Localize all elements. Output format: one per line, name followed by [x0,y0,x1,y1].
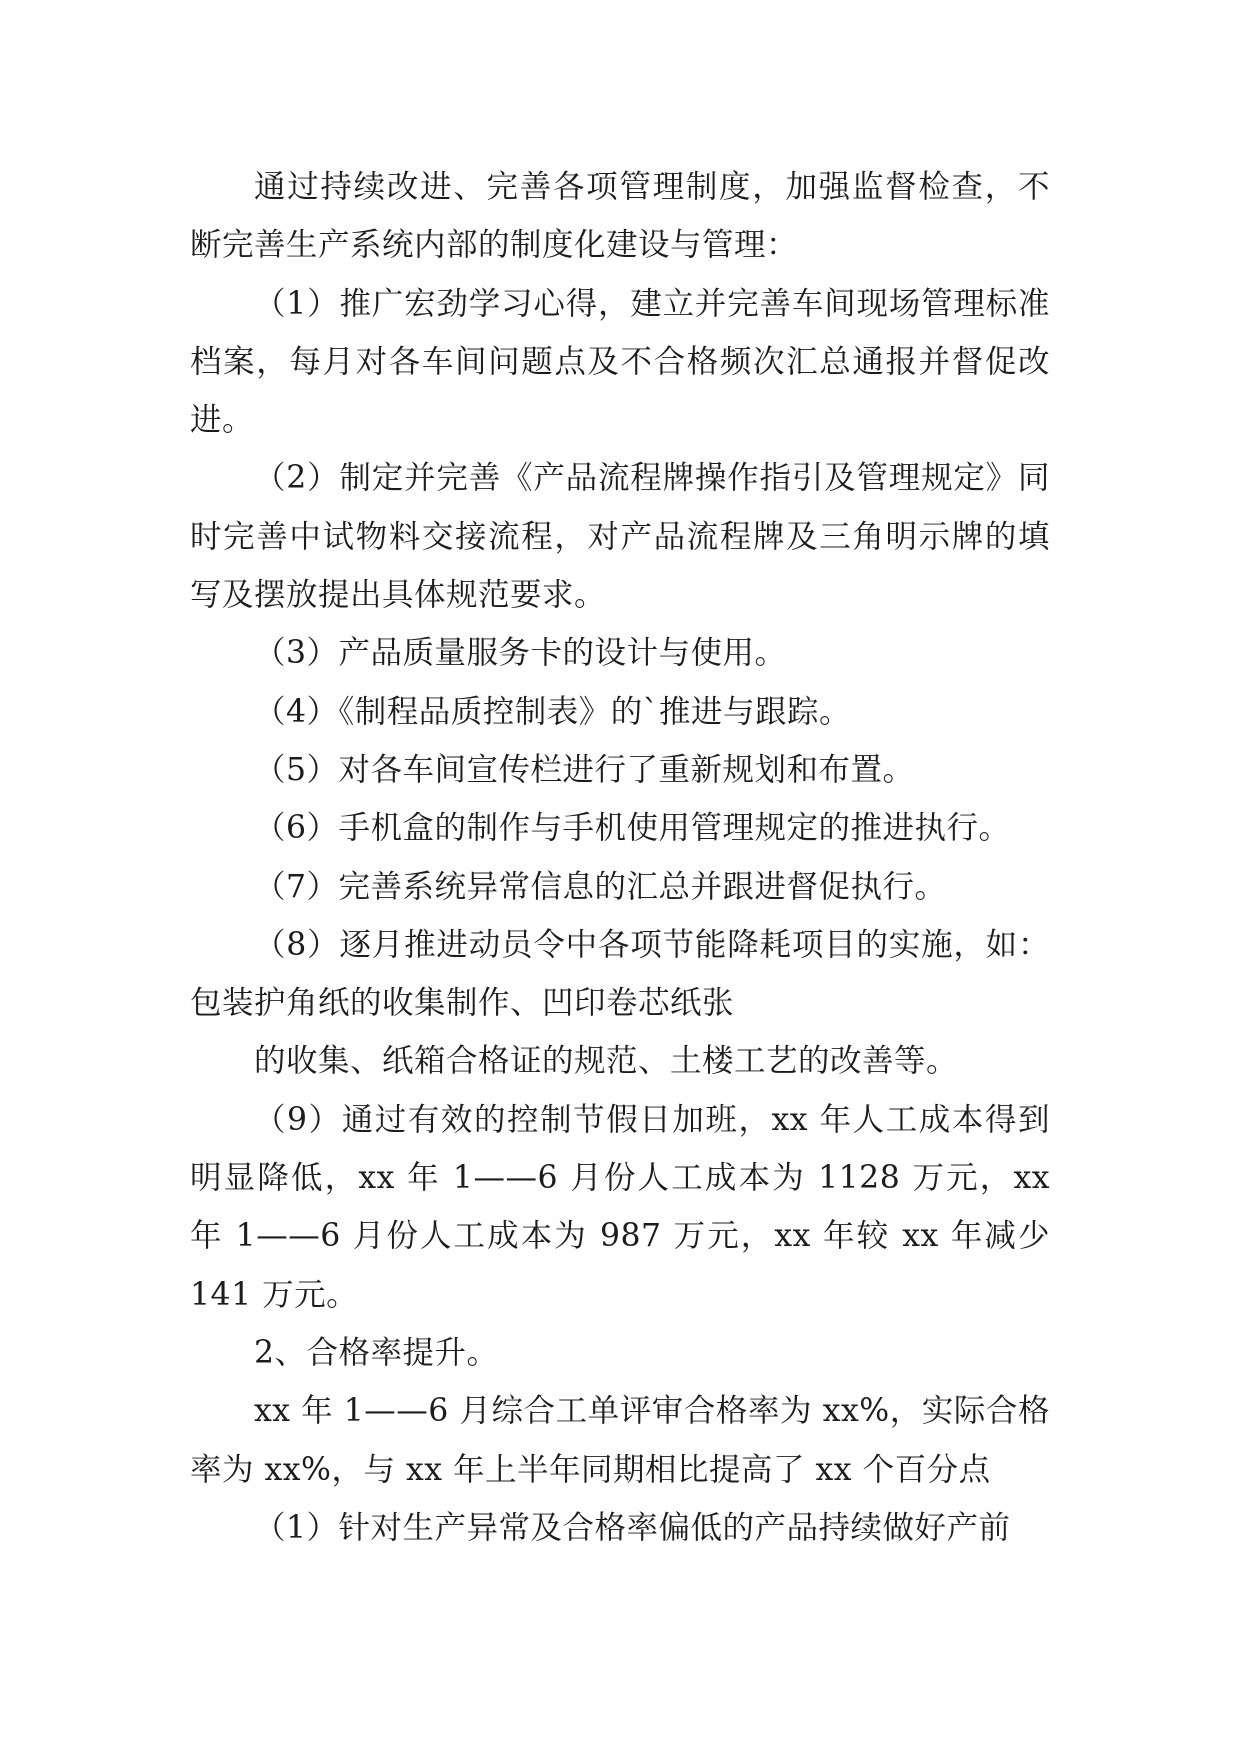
paragraph-intro: 通过持续改进、完善各项管理制度，加强监督检查，不断完善生产系统内部的制度化建设与管理： [190,169,1050,264]
paragraph-item-8: （8）逐月推进动员令中各项节能降耗项目的实施，如：包装护角纸的收集制作、凹印卷芯纸张 [190,926,1050,1022]
paragraph-item-8-continued: 的收集、纸箱合格证的规范、土楼工艺的改善等。 [254,1043,959,1080]
paragraph-item-1: （1）推广宏劲学习心得，建立并完善车间现场管理标准档案，每月对各车间问题点及不合格频次汇总通报并督促改进。 [190,285,1050,439]
paragraph-item-6: （6）手机盒的制作与手机使用管理规定的推进执行。 [254,810,1011,847]
paragraph-item-3: （3）产品质量服务卡的设计与使用。 [254,635,787,672]
paragraph-item-5: （5）对各车间宣传栏进行了重新规划和布置。 [254,751,915,788]
paragraph-item-2: （2）制定并完善《产品流程牌操作指引及管理规定》同时完善中试物料交接流程，对产品流程牌及三角明示牌的填写及摆放提出具体规范要求。 [190,460,1050,614]
section-heading-pass-rate: 2、合格率提升。 [254,1334,499,1371]
paragraph-pass-rate-summary: xx 年 1——6 月综合工单评审合格率为 xx%，实际合格率为 xx%，与 xx 年上半年同期相比提高了 xx 个百分点 [190,1393,1050,1488]
document-body [190,158,1050,1557]
paragraph-item-4: （4）《制程品质控制表》的`推进与跟踪。 [254,693,852,730]
paragraph-item-9: （9）通过有效的控制节假日加班，xx 年人工成本得到明显降低，xx 年 1——6 月份人工成本为 1128 万元，xx 年 1——6 月份人工成本为 987 万元，xx 年较 xx 年减少 141 万元。 [190,1101,1050,1313]
paragraph-pass-rate-item-1: （1）针对生产异常及合格率偏低的产品持续做好产前 [254,1509,1011,1546]
paragraph-item-7: （7）完善系统异常信息的汇总并跟进督促执行。 [254,868,947,905]
